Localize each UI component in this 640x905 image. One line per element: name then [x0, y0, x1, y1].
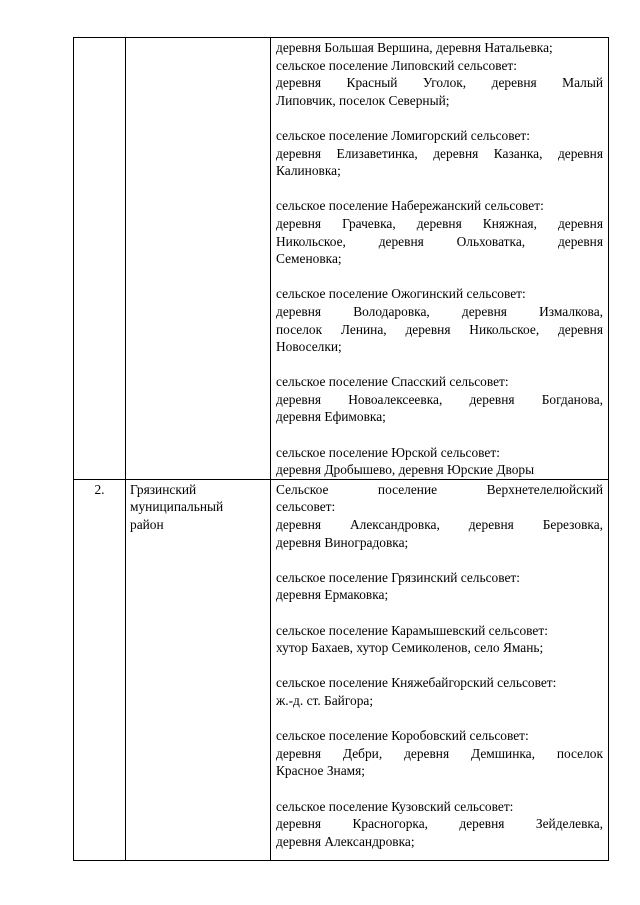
text-line: деревня Володаровка, деревня Измалкова, [276, 303, 603, 319]
text-line: Липовчик, поселок Северный; [276, 92, 450, 108]
text-line: деревня Виноградовка; [276, 534, 409, 550]
settlement-group [276, 444, 603, 479]
text-line: Никольское, деревня Ольховатка, деревня [276, 233, 603, 249]
row-number-cell [74, 38, 126, 480]
settlement-group [276, 285, 603, 355]
text-line: деревня Ермаковка; [276, 587, 389, 603]
text-line: сельское поселение Коробовский сельсовет: [276, 728, 529, 744]
text-line: сельское поселение Липовский сельсовет: [276, 57, 517, 73]
text-line: сельское поселение Княжебайгорский сельсовет: [276, 675, 557, 691]
settlement-group [276, 727, 603, 780]
district-name-line: район [130, 517, 164, 533]
text-line: Красное Знамя; [276, 763, 366, 779]
text-line: сельское поселение Карамышевский сельсовет: [276, 622, 548, 638]
text-line: ж.-д. ст. Байгора; [276, 692, 374, 708]
settlement-group [276, 569, 603, 604]
settlement-group [276, 674, 603, 709]
text-line: деревня Новоалексеевка, деревня Богданова, [276, 391, 603, 407]
text-line: хутор Бахаев, хутор Семиколенов, село Ямань; [276, 640, 544, 656]
text-line: сельское поселение Ломигорский сельсовет: [276, 127, 530, 143]
text-line: сельское поселение Грязинский сельсовет: [276, 569, 520, 585]
text-line: поселок Ленина, деревня Никольское, деревня [276, 321, 603, 337]
text-line: деревня Ефимовка; [276, 409, 386, 425]
settlements-cell [271, 479, 609, 860]
text-line: деревня Большая Вершина, деревня Натальевка; [276, 40, 553, 55]
text-line: Сельское поселение Верхнетелелюйский [276, 481, 603, 497]
district-cell [126, 38, 271, 480]
row-number-cell: 2. [74, 479, 126, 860]
text-line: Новоселки; [276, 339, 342, 355]
settlement-group [276, 373, 603, 426]
settlement-group [276, 481, 603, 551]
text-line: деревня Дебри, деревня Демшинка, поселок [276, 745, 603, 761]
text-line: сельское поселение Спасский сельсовет: [276, 374, 509, 390]
text-line: Калиновка; [276, 163, 341, 179]
text-line: Семеновка; [276, 251, 342, 267]
settlement-group [276, 197, 603, 267]
settlement-group [276, 127, 603, 180]
settlement-group [276, 798, 603, 851]
settlement-group [276, 39, 603, 57]
text-line: сельское поселение Набережанский сельсовет: [276, 198, 544, 214]
text-line: сельсовет: [276, 499, 336, 515]
district-cell [126, 479, 271, 860]
district-name-line: Грязинский [130, 481, 197, 497]
text-line: деревня Александровка, деревня Березовка, [276, 517, 603, 533]
text-line: сельское поселение Ожогинский сельсовет: [276, 286, 526, 302]
table-row [74, 38, 609, 480]
text-line: сельское поселение Кузовский сельсовет: [276, 798, 514, 814]
text-line: сельское поселение Юрской сельсовет: [276, 444, 500, 460]
district-name-line: муниципальный [130, 499, 224, 515]
text-line: деревня Елизаветинка, деревня Казанка, деревня [276, 145, 603, 161]
text-line: деревня Дробышево, деревня Юрские Дворы [276, 462, 535, 478]
settlements-table [73, 37, 609, 861]
text-line: деревня Александровка; [276, 833, 415, 849]
settlements-cell [271, 38, 609, 480]
settlement-group [276, 622, 603, 657]
table-row [74, 479, 609, 860]
text-line: деревня Красный Уголок, деревня Малый [276, 75, 603, 91]
text-line: деревня Грачевка, деревня Княжная, деревня [276, 215, 603, 231]
text-line: деревня Красногорка, деревня Зейделевка, [276, 816, 603, 832]
settlement-group [276, 57, 603, 110]
